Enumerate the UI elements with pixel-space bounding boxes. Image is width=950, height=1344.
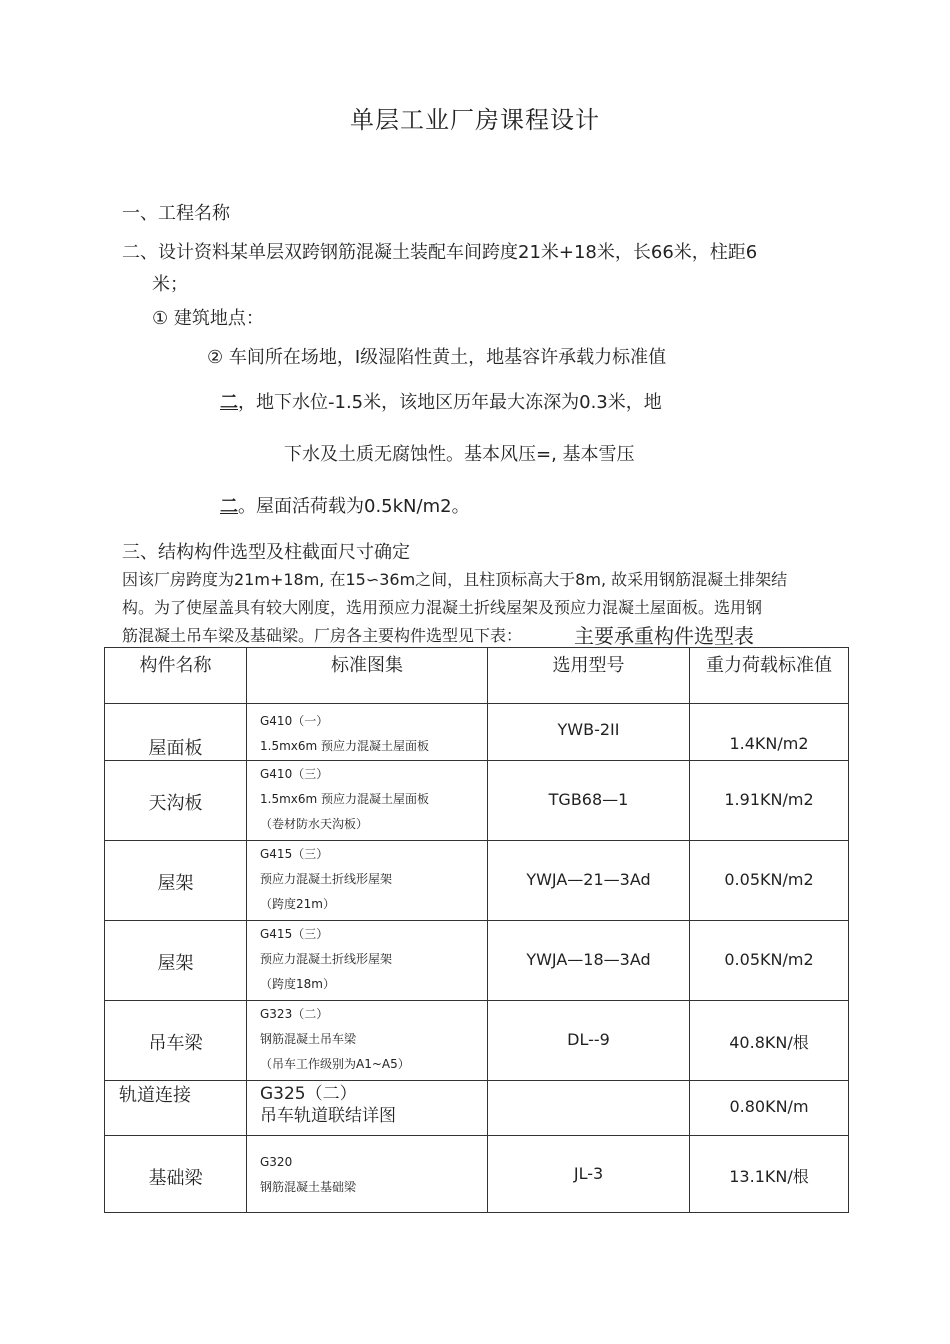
item-1: ① 建筑地点： <box>152 308 264 329</box>
item-3-continued: 下水及土质无腐蚀性。基本风压=, 基本雪压 <box>284 444 635 465</box>
row-atlas: G410（一） 1.5mx6m 预应力混凝土屋面板 <box>247 704 488 761</box>
table-row <box>105 704 849 761</box>
row-name: 屋面板 <box>105 704 247 761</box>
row-atlas: G415（三） 预应力混凝土折线形屋架 （跨度18m） <box>247 921 488 1001</box>
row-load: 1.91KN/m2 <box>690 761 849 841</box>
item-4-mark: 二 <box>220 496 238 517</box>
item-4-text: 。屋面活荷载为0.5kN/m2。 <box>238 496 470 517</box>
row-model: TGB68—1 <box>488 761 690 841</box>
table-header-row <box>105 648 849 704</box>
row-load: 40.8KN/根 <box>690 1001 849 1081</box>
row-model: YWB-2II <box>488 704 690 761</box>
table-row <box>105 921 849 1001</box>
paragraph-line-1: 因该厂房跨度为21m+18m, 在15∽36m之间，且柱顶标高大于8m, 故采用钢筋混凝土排架结 <box>122 570 788 589</box>
table-row <box>105 1081 849 1136</box>
item-4 <box>220 492 470 518</box>
table-row <box>105 1136 849 1213</box>
item-3 <box>220 388 662 414</box>
section-3-heading: 三、结构构件选型及柱截面尺寸确定 <box>122 542 410 563</box>
row-model: DL--9 <box>488 1001 690 1081</box>
row-atlas: G415（三） 预应力混凝土折线形屋架 （跨度21m） <box>247 841 488 921</box>
row-name: 屋架 <box>105 841 247 921</box>
row-atlas: G323（二） 钢筋混凝土吊车梁 （吊车工作级别为A1~A5） <box>247 1001 488 1081</box>
row-atlas: G410（三） 1.5mx6m 预应力混凝土屋面板 （卷材防水天沟板） <box>247 761 488 841</box>
table-row <box>105 1001 849 1081</box>
header-standard-atlas: 标准图集 <box>247 648 488 704</box>
section-2-line-2: 米； <box>152 274 188 295</box>
table-row <box>105 841 849 921</box>
section-2-line-1: 二、设计资料某单层双跨钢筋混凝土装配车间跨度21米+18米，长66米，柱距6 <box>122 242 758 263</box>
row-name: 天沟板 <box>105 761 247 841</box>
row-load: 0.05KN/m2 <box>690 841 849 921</box>
row-load: 0.05KN/m2 <box>690 921 849 1001</box>
item-2: ② 车间所在场地，I级湿陷性黄土，地基容许承载力标准值 <box>207 347 667 368</box>
header-component-name: 构件名称 <box>105 648 247 704</box>
row-model: JL-3 <box>488 1136 690 1213</box>
row-model <box>488 1081 690 1136</box>
row-name: 基础梁 <box>105 1136 247 1213</box>
page-title: 单层工业厂房课程设计 <box>350 106 600 134</box>
row-model: YWJA—21—3Ad <box>488 841 690 921</box>
header-model: 选用型号 <box>488 648 690 704</box>
row-atlas: G320 钢筋混凝土基础梁 <box>247 1136 488 1213</box>
item-3-mark: 二 <box>220 392 238 413</box>
row-model: YWJA—18—3Ad <box>488 921 690 1001</box>
row-load: 1.4KN/m2 <box>690 704 849 761</box>
row-name: 轨道连接 <box>105 1081 247 1136</box>
row-load: 0.80KN/m <box>690 1081 849 1136</box>
row-name: 屋架 <box>105 921 247 1001</box>
header-load: 重力荷载标准值 <box>690 648 849 704</box>
row-name: 吊车梁 <box>105 1001 247 1081</box>
row-atlas: G325（二） 吊车轨道联结详图 <box>247 1081 488 1136</box>
item-3-text: ，地下水位-1.5米，该地区历年最大冻深为0.3米，地 <box>238 392 662 413</box>
paragraph-line-2: 构。为了使屋盖具有较大刚度，选用预应力混凝土折线屋架及预应力混凝土屋面板。选用钢 <box>122 598 763 617</box>
paragraph-line-3: 筋混凝土吊车梁及基础梁。厂房各主要构件选型见下表： <box>122 626 523 645</box>
component-table <box>104 647 849 1213</box>
row-load: 13.1KN/根 <box>690 1136 849 1213</box>
table-caption: 主要承重构件选型表 <box>574 624 754 648</box>
table-row <box>105 761 849 841</box>
section-1-heading: 一、工程名称 <box>122 203 230 224</box>
